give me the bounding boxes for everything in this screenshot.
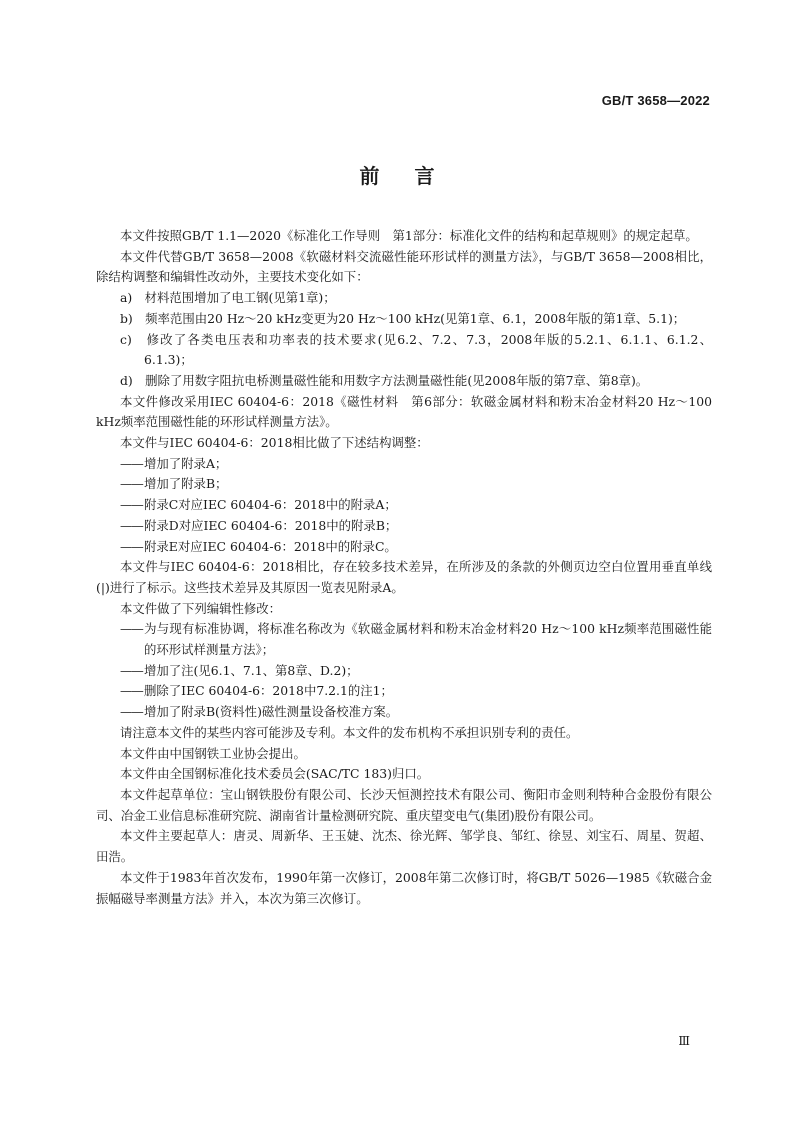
- paragraph-drafting-rules: 本文件按照GB/T 1.1—2020《标准化工作导则 第1部分：标准化文件的结构和起草规则》的规定起草。: [120, 228, 698, 243]
- paragraph-committee: 本文件由全国钢标准化技术委员会(SAC/TC 183)归口。: [120, 766, 430, 782]
- paragraph-proposer: 本文件由中国钢铁工业协会提出。: [120, 745, 306, 761]
- paragraph-drafting-units: 本文件起草单位：宝山钢铁股份有限公司、长沙天恒测控技术有限公司、衡阳市金则利特种合金股份有限公司、冶金工业信息标准研究院、湖南省计量检测研究院、重庆望变电气(集团)股份有限公司。: [96, 786, 712, 823]
- page-number: Ⅲ: [678, 1034, 690, 1048]
- list-item: ——增加了附录A；: [120, 455, 228, 471]
- list-item: ——为与现有标准协调，将标准名称改为《软磁金属材料和粉末冶金材料20 Hz～100 kHz频率范围磁性能的环形试样测量方法》；: [120, 621, 712, 658]
- list-item: ——增加了注(见6.1、7.1、第8章、D.2)；: [120, 662, 359, 678]
- list-item: d) 删除了用数字阻抗电桥测量磁性能和用数字方法测量磁性能(见2008年版的第7章、第8章)。: [120, 372, 649, 388]
- list-item: ——删除了IEC 60404-6：2018中7.2.1的注1；: [120, 683, 393, 699]
- paragraph-structure-intro: 本文件与IEC 60404-6：2018相比做了下述结构调整：: [120, 435, 429, 451]
- document-body: [96, 226, 712, 909]
- changes-list: [96, 288, 712, 392]
- paragraph-patent-notice: 请注意本文件的某些内容可能涉及专利。本文件的发布机构不承担识别专利的责任。: [120, 724, 579, 740]
- list-item: ——增加了附录B；: [120, 476, 228, 492]
- paragraph-drafters: 本文件主要起草人：唐灵、周新华、王玉婕、沈杰、徐光辉、邹学良、邹红、徐昱、刘宝石、周星、贺超、田浩。: [96, 828, 712, 865]
- paragraph-editorial-intro: 本文件做了下列编辑性修改：: [120, 600, 282, 616]
- list-item: b) 频率范围由20 Hz～20 kHz变更为20 Hz～100 kHz(见第1章、6.1，2008年版的第1章、5.1)；: [120, 310, 686, 326]
- list-item: ——附录C对应IEC 60404-6：2018中的附录A；: [120, 497, 397, 513]
- list-item: a) 材料范围增加了电工钢(见第1章)；: [120, 290, 336, 306]
- page-title: 前 言: [359, 164, 435, 188]
- editorial-list: [96, 619, 712, 723]
- paragraph-adoption: 本文件修改采用IEC 60404-6：2018《磁性材料 第6部分：软磁金属材料和粉末冶金材料20 Hz～100 kHz频率范围磁性能的环形试样测量方法》。: [96, 393, 712, 430]
- list-item: ——附录E对应IEC 60404-6：2018中的附录C。: [120, 538, 397, 554]
- standard-code: GB/T 3658—2022: [601, 93, 710, 108]
- structure-list: [96, 454, 712, 558]
- paragraph-replaces: 本文件代替GB/T 3658—2008《软磁材料交流磁性能环形试样的测量方法》，与GB/T 3658—2008相比，除结构调整和编辑性改动外，主要技术变化如下：: [96, 248, 712, 285]
- paragraph-history: 本文件于1983年首次发布，1990年第一次修订，2008年第二次修订时，将GB/T 5026—1985《软磁合金振幅磁导率测量方法》并入，本次为第三次修订。: [96, 869, 712, 906]
- list-item: ——增加了附录B(资料性)磁性测量设备校准方案。: [120, 704, 399, 720]
- list-item: ——附录D对应IEC 60404-6：2018中的附录B；: [120, 517, 398, 533]
- paragraph-technical-differences: 本文件与IEC 60404-6：2018相比，存在较多技术差异，在所涉及的条款的外侧页边空白位置用垂直单线(|)进行了标示。这些技术差异及其原因一览表见附录A。: [96, 559, 712, 595]
- list-item: c) 修改了各类电压表和功率表的技术要求(见6.2、7.2、7.3，2008年版的5.2.1、6.1.1、6.1.2、6.1.3)；: [120, 331, 712, 368]
